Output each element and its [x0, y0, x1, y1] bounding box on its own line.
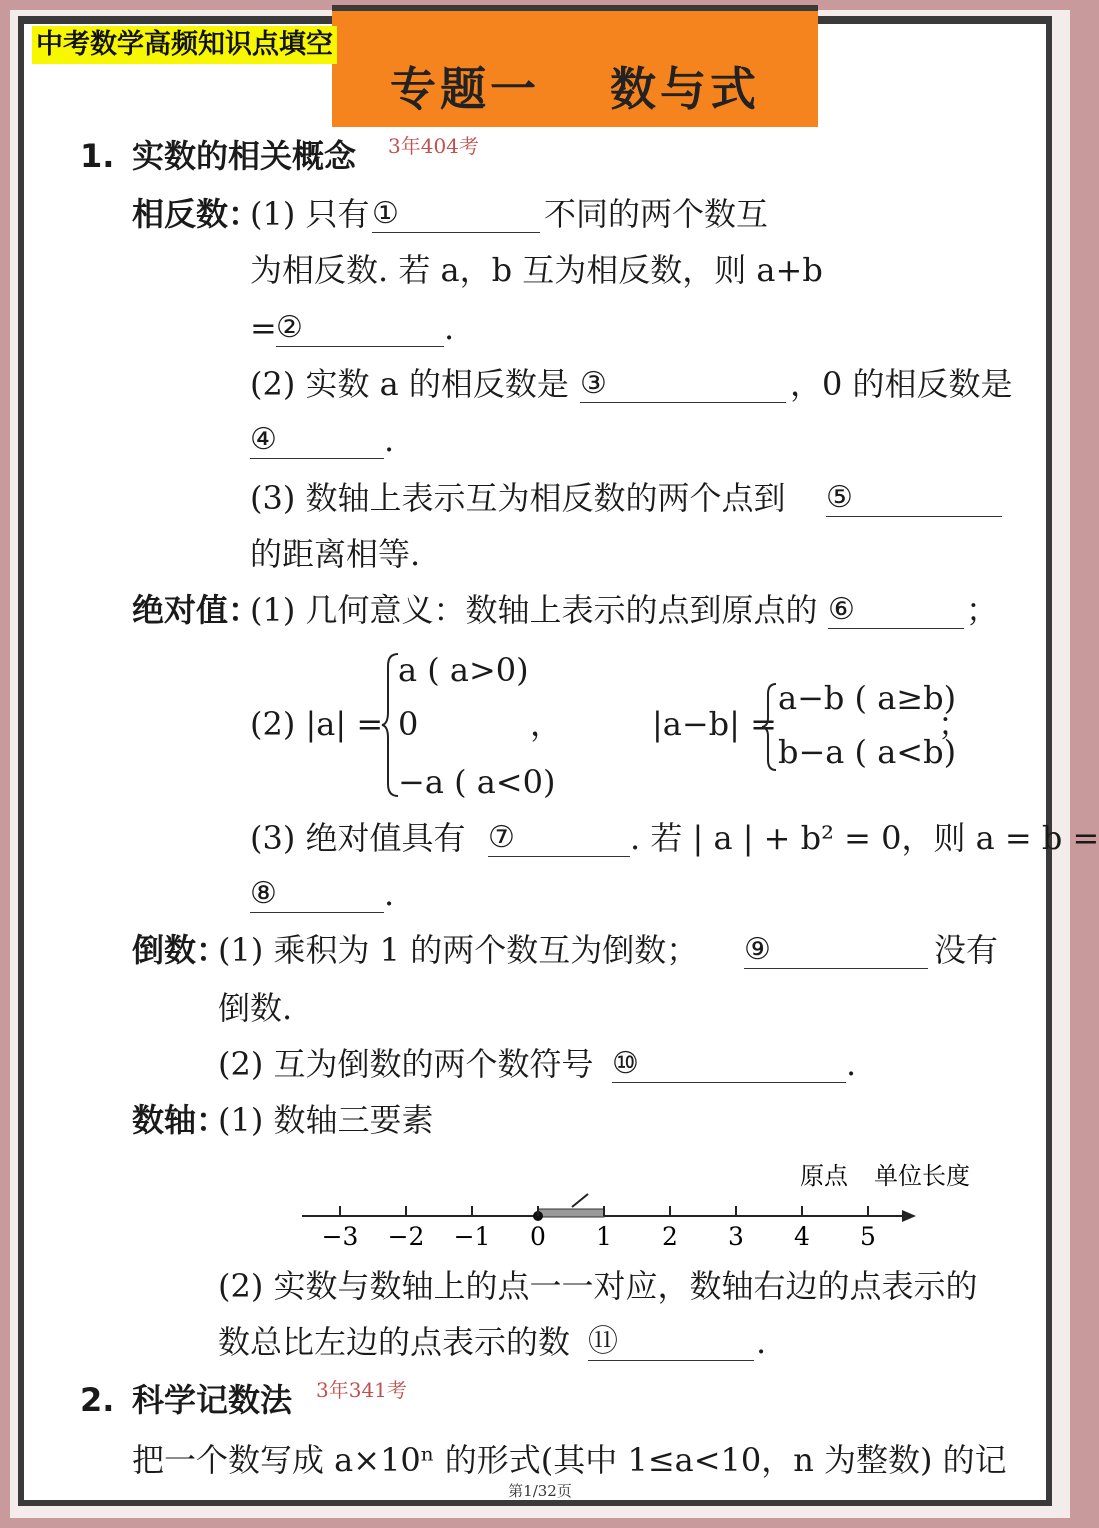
reciprocal-line1b: 没有: [934, 931, 999, 969]
numberline-line3a: 数总比左边的点表示的数: [218, 1323, 571, 1361]
absolute-line1b: ；: [966, 591, 999, 629]
blank-marker-4: ④: [250, 422, 277, 457]
axis-tick-label: −1: [453, 1222, 491, 1251]
blank-marker-8: ⑧: [250, 876, 277, 911]
axis-tick-label: 2: [662, 1222, 678, 1251]
answer-blank-6[interactable]: [828, 628, 964, 629]
answer-blank-2[interactable]: [276, 346, 444, 347]
blank-marker-3: ③: [580, 366, 607, 401]
absolute-case-zero: 0: [398, 705, 419, 743]
axis-arrowhead: [902, 1210, 916, 1222]
section1-number: 1.: [80, 137, 115, 175]
absolute-semicolon: ；: [938, 705, 971, 743]
absolute-case-positive: a ( a>0): [398, 651, 529, 689]
banner-title: 专题一 数与式: [389, 62, 760, 116]
answer-blank-10[interactable]: [612, 1082, 846, 1083]
opposite-line4b: ，0 的相反数是: [790, 365, 1013, 403]
absolute-formula-lhs: (2) |a| =: [250, 705, 384, 743]
section1-title: 实数的相关概念: [132, 137, 357, 175]
term-reciprocal: 倒数：: [132, 931, 229, 969]
opposite-line3a: =: [250, 309, 277, 347]
axis-tick-label: −2: [387, 1222, 425, 1251]
absolute-line3b: . 若 | a | + b² = 0，则 a = b =: [630, 819, 1099, 857]
reciprocal-line1a: (1) 乘积为 1 的两个数互为倒数；: [218, 931, 699, 969]
case-brace-2: [762, 682, 778, 772]
section2-line1: 把一个数写成 a×10ⁿ 的形式(其中 1≤a<10，n 为整数) 的记: [132, 1441, 1007, 1479]
answer-blank-7[interactable]: [488, 856, 630, 857]
absolute-line4b: .: [384, 875, 395, 913]
axis-tick-label: 5: [860, 1222, 876, 1251]
page-number: 第1/32页: [508, 1482, 572, 1500]
axis-tick-label: 4: [794, 1222, 810, 1251]
blank-marker-1: ①: [372, 196, 399, 231]
numberline-line3b: .: [756, 1323, 767, 1361]
absolute-diff-case2: b−a ( a<b): [778, 733, 957, 771]
blank-marker-6: ⑥: [828, 592, 855, 627]
unit-length-segment: [538, 1209, 604, 1217]
blank-marker-10: ⑩: [612, 1046, 639, 1081]
absolute-line1a: (1) 几何意义：数轴上表示的点到原点的: [250, 591, 818, 629]
answer-blank-3[interactable]: [580, 402, 786, 403]
opposite-line4a: (2) 实数 a 的相反数是: [250, 365, 569, 403]
opposite-line2: 为相反数. 若 a，b 互为相反数，则 a+b: [250, 251, 823, 289]
answer-blank-8[interactable]: [250, 912, 384, 913]
opposite-line5b: .: [384, 421, 395, 459]
opposite-line3b: .: [444, 309, 455, 347]
opposite-line7: 的距离相等.: [250, 535, 421, 573]
opposite-line1a: (1) 只有: [250, 195, 370, 233]
reciprocal-line3a: (2) 互为倒数的两个数符号: [218, 1045, 594, 1083]
series-label: 中考数学高频知识点填空: [32, 26, 337, 64]
absolute-line3a: (3) 绝对值具有: [250, 819, 466, 857]
blank-marker-7: ⑦: [488, 820, 515, 855]
topic-banner: [332, 5, 818, 127]
absolute-case-negative: −a ( a<0): [398, 763, 556, 801]
term-opposite: 相反数：: [132, 195, 261, 233]
term-absolute: 绝对值：: [132, 591, 261, 629]
blank-marker-11: ⑪: [588, 1324, 618, 1359]
axis-tick-label: 1: [596, 1222, 612, 1251]
numberline-line2: (2) 实数与数轴上的点一一对应，数轴右边的点表示的: [218, 1267, 978, 1305]
opposite-line6a: (3) 数轴上表示互为相反数的两个点到: [250, 479, 786, 517]
label-unit-length: 单位长度: [874, 1162, 970, 1190]
unit-length-pointer: [572, 1194, 588, 1207]
opposite-line1b: 不同的两个数互: [544, 195, 769, 233]
answer-blank-4[interactable]: [250, 458, 384, 459]
answer-blank-9[interactable]: [744, 968, 928, 969]
numberline-line1: (1) 数轴三要素: [218, 1101, 434, 1139]
label-origin: 原点: [800, 1162, 848, 1190]
reciprocal-line3b: .: [846, 1045, 857, 1083]
answer-blank-1[interactable]: [372, 232, 540, 233]
number-line-diagram: [290, 1150, 970, 1260]
reciprocal-line2: 倒数.: [218, 989, 293, 1027]
section2-title: 科学记数法: [132, 1381, 293, 1419]
section1-frequency: 3年404考: [388, 134, 479, 158]
answer-blank-11[interactable]: [588, 1360, 754, 1361]
axis-tick-label: 0: [530, 1222, 546, 1251]
absolute-comma: ，: [530, 705, 563, 743]
answer-blank-5[interactable]: [826, 516, 1002, 517]
absolute-diff-case1: a−b ( a≥b): [778, 679, 957, 717]
axis-tick-label: 3: [728, 1222, 744, 1251]
absolute-diff-lhs: |a−b| =: [652, 705, 777, 743]
blank-marker-2: ②: [276, 310, 303, 345]
term-numberline: 数轴：: [132, 1101, 229, 1139]
section2-number: 2.: [80, 1381, 115, 1419]
blank-marker-9: ⑨: [744, 932, 771, 967]
axis-tick-label: −3: [321, 1222, 359, 1251]
section2-frequency: 3年341考: [316, 1378, 407, 1402]
blank-marker-5: ⑤: [826, 480, 853, 515]
